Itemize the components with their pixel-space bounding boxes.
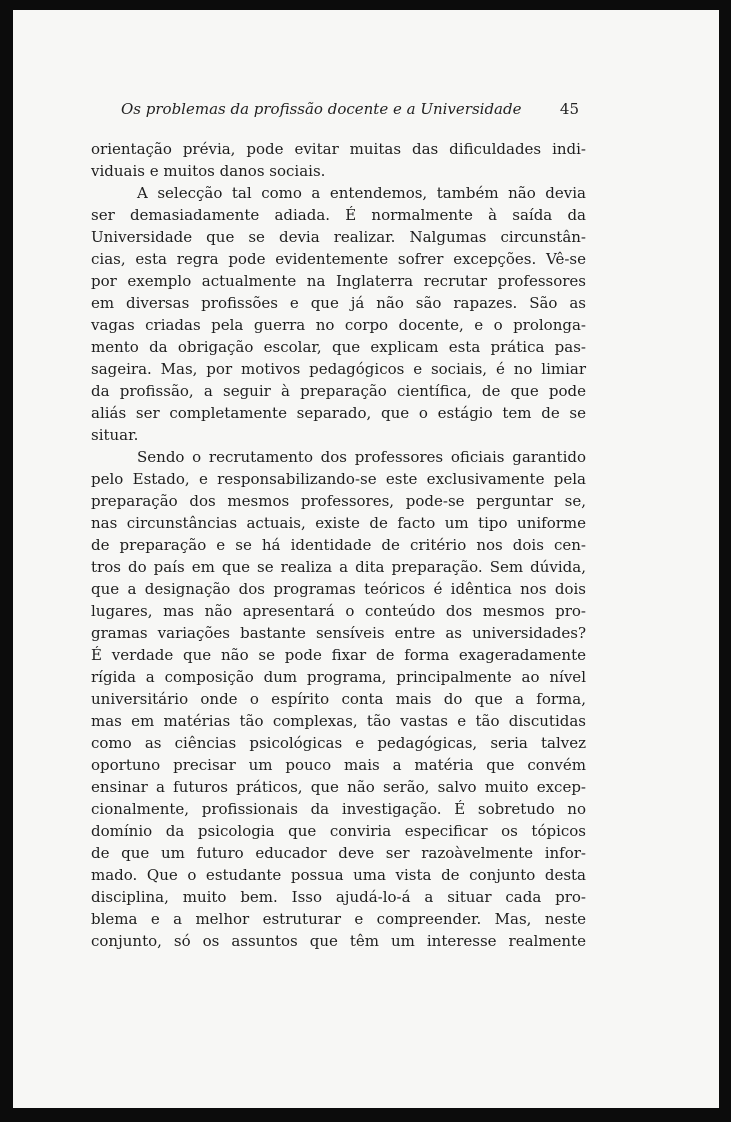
text-line: É verdade que não se pode fixar de forma exageradamente bbox=[91, 646, 586, 664]
text-line: preparação dos mesmos professores, pode-se perguntar se, bbox=[91, 492, 586, 510]
text-line: viduais e muitos danos sociais. bbox=[91, 162, 326, 180]
text-line: disciplina, muito bem. Isso ajudá-lo-á a situar cada pro- bbox=[91, 888, 586, 906]
text-line: blema e a melhor estruturar e compreender. Mas, neste bbox=[91, 910, 586, 928]
text-line: tros do país em que se realiza a dita preparação. Sem dúvida, bbox=[91, 558, 586, 576]
text-line: da profissão, a seguir à preparação científica, de que pode bbox=[91, 382, 586, 400]
text-line: sageira. Mas, por motivos pedagógicos e sociais, é no limiar bbox=[91, 360, 586, 378]
text-line: gramas variações bastante sensíveis entre as universidades? bbox=[91, 624, 586, 642]
text-line: mado. Que o estudante possua uma vista de conjunto desta bbox=[91, 866, 586, 884]
text-line: A selecção tal como a entendemos, também não devia bbox=[137, 184, 586, 202]
text-line: aliás ser completamente separado, que o estágio tem de se bbox=[91, 404, 586, 422]
text-line: orientação prévia, pode evitar muitas das dificuldades indi- bbox=[91, 140, 586, 158]
text-line: conjunto, só os assuntos que têm um interesse realmente bbox=[91, 932, 586, 950]
text-line: como as ciências psicológicas e pedagógicas, seria talvez bbox=[91, 734, 586, 752]
text-line: mas em matérias tão complexas, tão vastas e tão discutidas bbox=[91, 712, 586, 730]
text-line: Universidade que se devia realizar. Nalgumas circunstân- bbox=[91, 228, 586, 246]
text-line: situar. bbox=[91, 426, 139, 444]
text-line: por exemplo actualmente na Inglaterra recrutar professores bbox=[91, 272, 586, 290]
text-line: em diversas profissões e que já não são rapazes. São as bbox=[91, 294, 586, 312]
text-line: rígida a composição dum programa, principalmente ao nível bbox=[91, 668, 586, 686]
text-line: domínio da psicologia que conviria especificar os tópicos bbox=[91, 822, 586, 840]
page-number: 45 bbox=[559, 100, 579, 118]
text-line: pelo Estado, e responsabilizando-se este exclusivamente pela bbox=[91, 470, 586, 488]
text-line: nas circunstâncias actuais, existe de facto um tipo uniforme bbox=[91, 514, 586, 532]
text-line: ensinar a futuros práticos, que não serão, salvo muito excep- bbox=[91, 778, 586, 796]
text-line: oportuno precisar um pouco mais a matéria que convém bbox=[91, 756, 586, 774]
text-line: cias, esta regra pode evidentemente sofrer excepções. Vê-se bbox=[91, 250, 586, 268]
running-title: Os problemas da profissão docente e a Universidade bbox=[121, 100, 522, 118]
running-head bbox=[121, 100, 579, 122]
text-line: vagas criadas pela guerra no corpo docente, e o prolonga- bbox=[91, 316, 586, 334]
text-line: de preparação e se há identidade de critério nos dois cen- bbox=[91, 536, 586, 554]
body-text bbox=[91, 138, 586, 952]
text-line: de que um futuro educador deve ser razoàvelmente infor- bbox=[91, 844, 586, 862]
text-line: cionalmente, profissionais da investigação. É sobretudo no bbox=[91, 800, 586, 818]
book-page bbox=[13, 10, 719, 1108]
text-line: universitário onde o espírito conta mais do que a forma, bbox=[91, 690, 586, 708]
text-line: Sendo o recrutamento dos professores oficiais garantido bbox=[137, 448, 586, 466]
text-line: lugares, mas não apresentará o conteúdo dos mesmos pro- bbox=[91, 602, 586, 620]
text-line: que a designação dos programas teóricos é idêntica nos dois bbox=[91, 580, 586, 598]
text-line: ser demasiadamente adiada. É normalmente à saída da bbox=[91, 206, 586, 224]
text-line: mento da obrigação escolar, que explicam esta prática pas- bbox=[91, 338, 586, 356]
